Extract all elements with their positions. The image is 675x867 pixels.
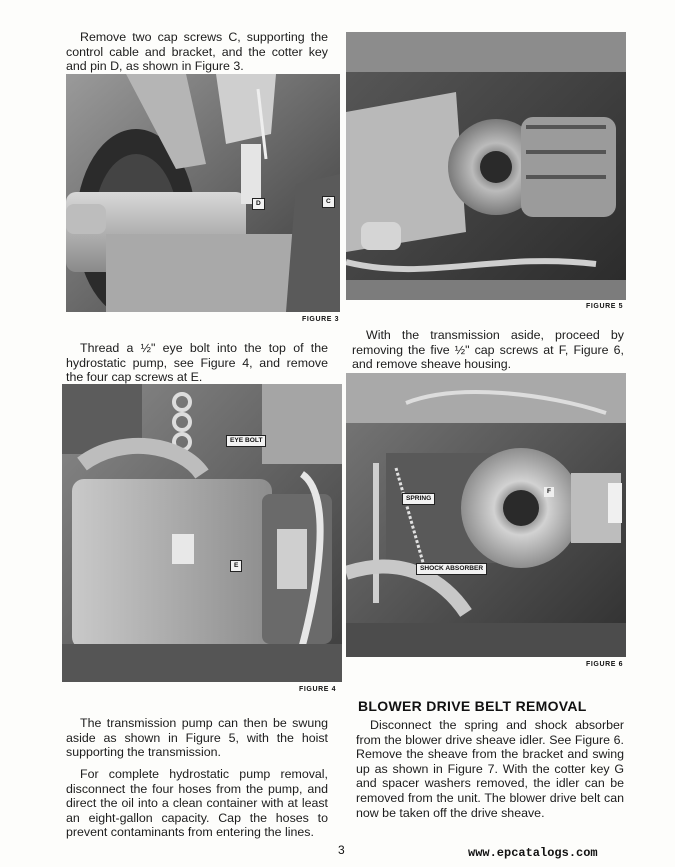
figure-6-photo xyxy=(346,373,626,657)
paragraph-blower-belt-removal: Disconnect the spring and shock absorber from the blower drive sheave idler. See Figure 6. Remove the sheave from the bracket and swing up as shown in Figure 7. With the cotter key G and spacer washers removed, the idler can be removed from the unit. The blower drive belt can now be taken off the drive sheave. xyxy=(356,718,624,820)
figure-6-caption: FIGURE 6 xyxy=(586,661,624,668)
figure-4-photo xyxy=(62,384,342,682)
figure-5-caption: FIGURE 5 xyxy=(586,303,624,310)
figure-6-label-shock-absorber: SHOCK ABSORBER xyxy=(416,563,487,575)
figure-6-label-spring: SPRING xyxy=(402,493,435,505)
page-number: 3 xyxy=(338,843,345,857)
figure-3-label-d: D xyxy=(252,198,265,210)
figure-4-label-e: E xyxy=(230,560,242,572)
figure-5-photo xyxy=(346,32,626,300)
paragraph-hydrostatic-pump-removal: For complete hydrostatic pump removal, disconnect the four hoses from the pump, and direct the oil into a clean container with at least an eight-gallon capacity. Cap the hoses to prevent contaminants from entering the lines. xyxy=(66,767,328,840)
paragraph-fig4-instructions: Thread a ½" eye bolt into the top of the hydrostatic pump, see Figure 4, and remove the four cap screws at E. xyxy=(66,341,328,385)
figure-4-caption: FIGURE 4 xyxy=(299,686,337,693)
paragraph-transmission-pump: The transmission pump can then be swung aside as shown in Figure 5, with the hoist supporting the transmission. xyxy=(66,716,328,760)
watermark: www.epcatalogs.com xyxy=(468,846,598,860)
section-heading: BLOWER DRIVE BELT REMOVAL xyxy=(358,698,587,714)
figure-6-label-f: F xyxy=(544,487,554,497)
figure-3-caption: FIGURE 3 xyxy=(302,316,340,323)
paragraph-fig3-instructions: Remove two cap screws C, supporting the control cable and bracket, and the cotter key and pin D, as shown in Figure 3. xyxy=(66,30,328,74)
figure-4-label-eye-bolt: EYE BOLT xyxy=(226,435,266,447)
figure-3-label-c: C xyxy=(322,196,335,208)
paragraph-fig6-instructions: With the transmission aside, proceed by removing the five ½" cap screws at F, Figure 6, and remove sheave housing. xyxy=(352,328,624,372)
figure-3-photo xyxy=(66,74,340,312)
